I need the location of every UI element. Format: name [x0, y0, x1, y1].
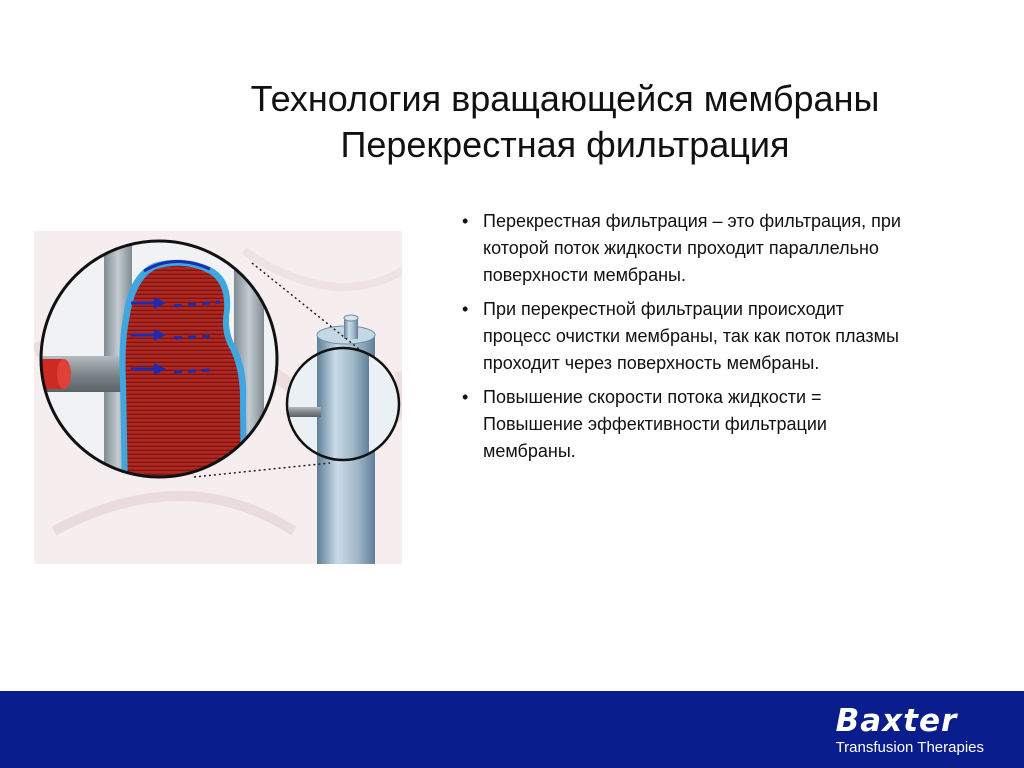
membrane-illustration: [34, 231, 402, 564]
membrane-diagram-image: [34, 231, 402, 564]
bullet-item: [460, 384, 905, 465]
bullet-text: При перекрестной фильтрации происходит процесс очистки мембраны, так как поток плазмы проходит через поверхность мембраны.: [483, 299, 899, 373]
footer-bar: [0, 691, 1024, 768]
bullet-list: [460, 208, 905, 472]
logo-wordmark: Baxter: [835, 703, 958, 739]
title-line-1: Технология вращающейся мембраны: [250, 78, 880, 120]
bullet-item: [460, 208, 905, 289]
baxter-logo: [836, 705, 984, 757]
bullet-marker: •: [462, 387, 469, 407]
bullet-text: Перекрестная фильтрация – это фильтрация, при которой поток жидкости проходит параллельно поверхности мембраны.: [483, 211, 901, 285]
slide-title: [150, 76, 980, 168]
bullet-text: Повышение скорости потока жидкости = Повышение эффективности фильтрации мембраны.: [483, 387, 827, 461]
logo-subtitle: Transfusion Therapies: [835, 739, 984, 756]
bullet-marker: •: [462, 211, 469, 231]
bullet-item: [460, 296, 905, 377]
bullet-marker: •: [462, 299, 469, 319]
title-line-2: Перекрестная фильтрация: [340, 124, 790, 166]
